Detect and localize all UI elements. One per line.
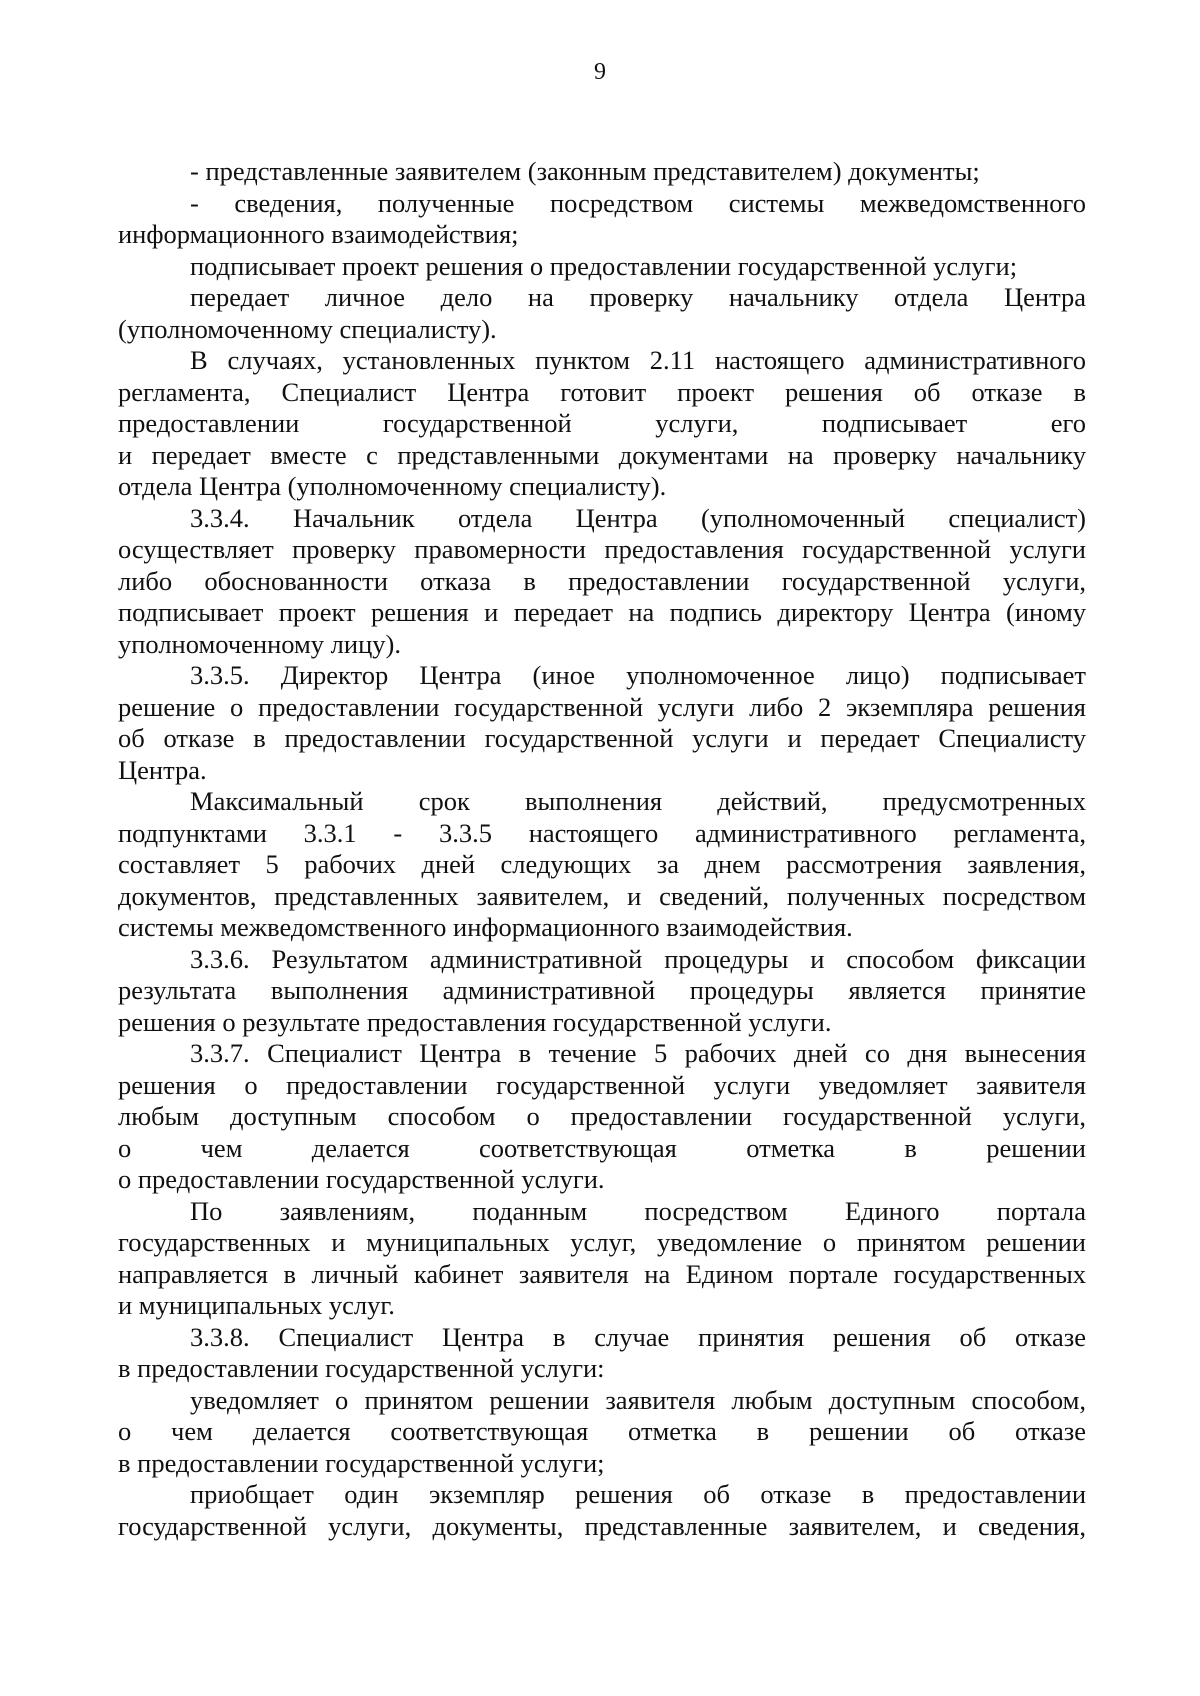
text-line: решение о предоставлении государственной услуги либо 2 экземпляра решения xyxy=(118,691,1086,722)
text-line: передает личное дело на проверку начальнику отдела Центра xyxy=(190,282,1086,312)
document-body xyxy=(118,156,1086,1542)
text-line: в предоставлении государственной услуги; xyxy=(118,1447,605,1478)
text-line: уполномоченному лицу). xyxy=(118,628,401,659)
text-line: и муниципальных услуг. xyxy=(118,1290,395,1320)
text-line: о чем делается соответствующая отметка в решении xyxy=(118,1132,1086,1163)
text-line: 3.3.5. Директор Центра (иное уполномоченное лицо) подписывает xyxy=(190,660,1086,690)
text-line: регламента, Специалист Центра готовит проект решения об отказе в xyxy=(118,376,1086,407)
text-line: 3.3.8. Специалист Центра в случае принятия решения об отказе xyxy=(190,1321,1086,1352)
text-line: результата выполнения административной процедуры является принятие xyxy=(118,975,1086,1005)
text-line: информационного взаимодействия; xyxy=(118,219,519,249)
text-line: 3.3.7. Специалист Центра в течение 5 рабочих дней со дня вынесения xyxy=(190,1038,1086,1068)
text-line: В случаях, установленных пунктом 2.11 настоящего административного xyxy=(190,345,1086,375)
text-line: 3.3.6. Результатом административной процедуры и способом фиксации xyxy=(190,943,1086,974)
text-line: в предоставлении государственной услуги: xyxy=(118,1353,605,1383)
text-line: о предоставлении государственной услуги. xyxy=(118,1164,605,1194)
text-line: решения о предоставлении государственной услуги уведомляет заявителя xyxy=(118,1069,1086,1100)
text-line: подписывает проект решения о предоставлении государственной услуги; xyxy=(190,250,1018,281)
text-line: любым доступным способом о предоставлении государственной услуги, xyxy=(118,1101,1086,1131)
text-line: - сведения, полученные посредством системы межведомственного xyxy=(190,187,1086,218)
text-line: Максимальный срок выполнения действий, предусмотренных xyxy=(190,786,1086,816)
text-line: (уполномоченному специалисту). xyxy=(118,313,497,344)
text-line: государственных и муниципальных услуг, уведомление о принятом решении xyxy=(118,1227,1086,1257)
text-line: предоставлении государственной услуги, подписывает его xyxy=(118,408,1086,438)
text-line: о чем делается соответствующая отметка в решении об отказе xyxy=(118,1416,1086,1446)
text-line: и передает вместе с представленными документами на проверку начальнику xyxy=(118,439,1086,470)
text-line: Центра. xyxy=(118,754,207,785)
text-line: По заявлениям, поданным посредством Единого портала xyxy=(190,1195,1086,1226)
text-line: подписывает проект решения и передает на подпись директору Центра (иному xyxy=(118,597,1086,627)
text-line: отдела Центра (уполномоченному специалисту). xyxy=(118,471,667,501)
text-line: приобщает один экземпляр решения об отказе в предоставлении xyxy=(190,1479,1086,1509)
text-line: системы межведомственного информационного взаимодействия. xyxy=(118,912,853,942)
text-line: документов, представленных заявителем, и сведений, полученных посредством xyxy=(118,880,1086,911)
text-line: либо обоснованности отказа в предоставлении государственной услуги, xyxy=(118,565,1086,596)
page-number: 9 xyxy=(594,59,606,85)
text-line: осуществляет проверку правомерности предоставления государственной услуги xyxy=(118,534,1086,564)
text-line: подпунктами 3.3.1 - 3.3.5 настоящего административного регламента, xyxy=(118,817,1086,848)
text-line: уведомляет о принятом решении заявителя любым доступным способом, xyxy=(190,1384,1086,1415)
text-line: об отказе в предоставлении государственной услуги и передает Специалисту xyxy=(118,723,1086,753)
text-line: 3.3.4. Начальник отдела Центра (уполномоченный специалист) xyxy=(190,502,1086,533)
text-line: государственной услуги, документы, представленные заявителем, и сведения, xyxy=(118,1510,1086,1541)
text-line: решения о результате предоставления государственной услуги. xyxy=(118,1006,832,1037)
text-line: направляется в личный кабинет заявителя на Едином портале государственных xyxy=(118,1258,1086,1289)
text-line: - представленные заявителем (законным представителем) документы; xyxy=(190,156,980,186)
text-line: составляет 5 рабочих дней следующих за днем рассмотрения заявления, xyxy=(118,849,1086,879)
